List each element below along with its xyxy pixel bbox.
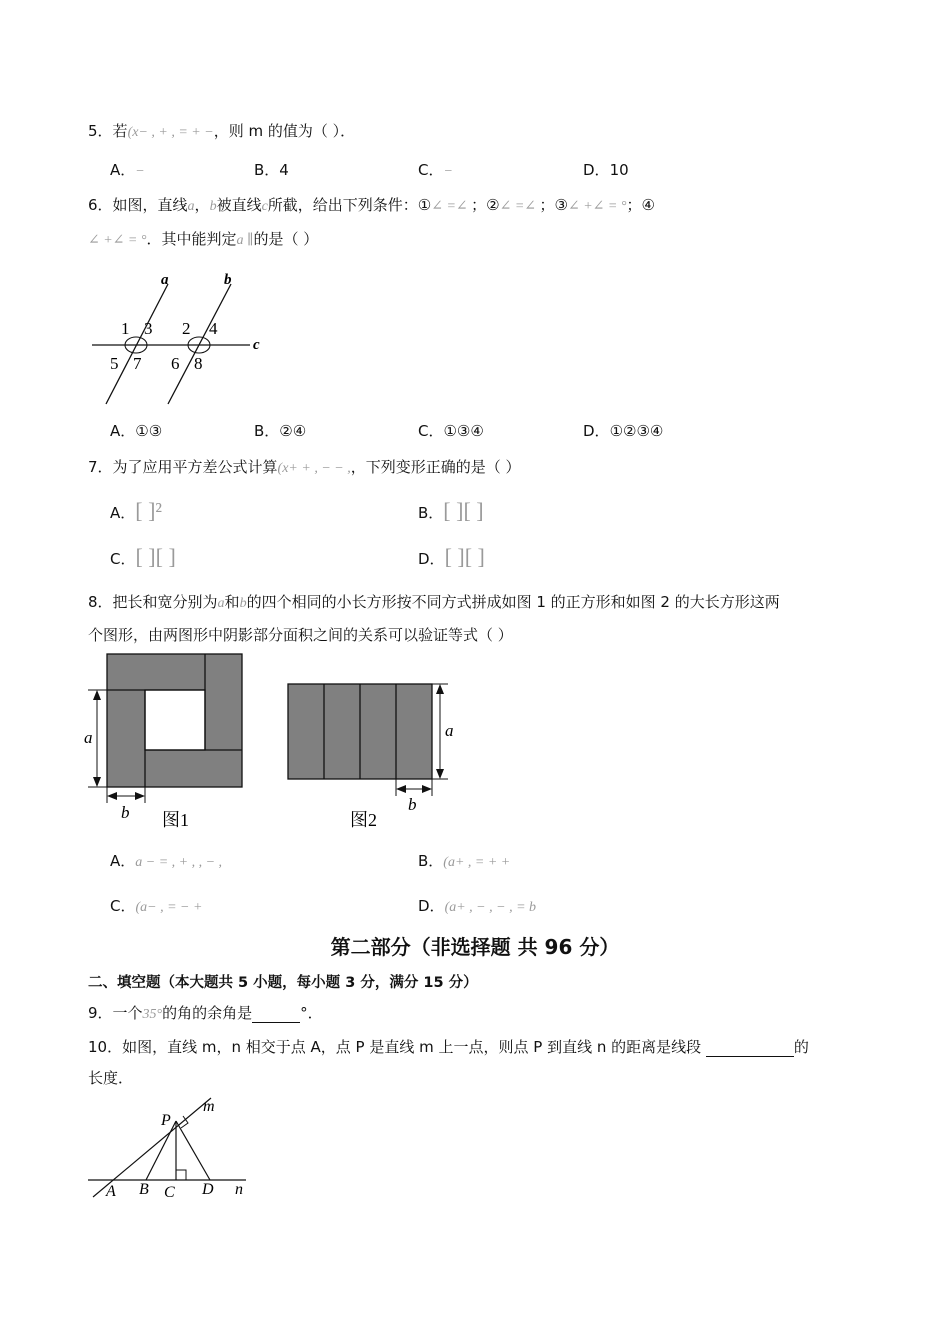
- q7-stem: 7．为了应用平方差公式计算(x+ + , − − ,，下列变形正确的是（ ）: [88, 458, 521, 476]
- q8-option-b[interactable]: B．(a+ , = + +: [418, 852, 511, 870]
- q10-answer-blank[interactable]: [706, 1038, 794, 1057]
- q8-stem-line1: 8．把长和宽分别为a和b的四个相同的小长方形按不同方式拼成如图 1 的正方形和如图 2 的大长方形这两: [88, 593, 780, 611]
- q9-answer-blank[interactable]: [252, 1004, 300, 1023]
- label-a: a: [161, 272, 169, 288]
- q5-stem: [88, 120, 355, 141]
- label-4: 4: [209, 319, 218, 338]
- label-6: 6: [171, 354, 180, 373]
- label-5: 5: [110, 354, 119, 373]
- line-b: [168, 284, 231, 404]
- fig1-caption: 图1: [162, 810, 189, 830]
- q5-option-a[interactable]: A．−: [110, 161, 145, 179]
- label-n: n: [235, 1181, 243, 1198]
- q5-option-b[interactable]: B．4: [254, 161, 289, 179]
- label-P: P: [161, 1112, 171, 1129]
- label-c: c: [253, 337, 260, 353]
- label-3: 3: [144, 319, 153, 338]
- q7-option-c[interactable]: C．[ ][ ]: [110, 544, 176, 569]
- fig2-label-a: a: [445, 721, 454, 740]
- label-1: 1: [121, 319, 130, 338]
- label-7: 7: [133, 354, 142, 373]
- label-m: m: [203, 1098, 215, 1115]
- q7-option-d[interactable]: D．[ ][ ]: [418, 544, 485, 569]
- q5-post: ，则 m 的值为（ ）．: [213, 122, 356, 140]
- q6-option-b[interactable]: B．②④: [254, 422, 307, 440]
- q5-formula: (x− , + , = + −: [127, 125, 214, 140]
- line-a: [106, 284, 168, 404]
- fig1-label-a: a: [84, 728, 93, 747]
- fig1-label-b: b: [121, 803, 130, 822]
- label-b: b: [224, 272, 232, 288]
- q7-option-a[interactable]: A．[ ]²: [110, 498, 163, 523]
- q6-option-c[interactable]: C．①③④: [418, 422, 484, 440]
- segment-PB: [146, 1121, 176, 1180]
- q8-figure-2: [280, 676, 470, 836]
- label-2: 2: [182, 319, 191, 338]
- q8-option-a[interactable]: A．a − = , + , , − ,: [110, 852, 223, 870]
- q6-stem-line2: ∠ +∠ = °．其中能判定a ∥的是（ ）: [88, 230, 319, 248]
- q10-stem-line2: 长度．: [88, 1069, 134, 1087]
- q9-stem: 9．一个35°的角的余角是 °．: [88, 1004, 323, 1022]
- q6-option-d[interactable]: D．①②③④: [583, 422, 664, 440]
- label-C: C: [164, 1184, 175, 1201]
- label-D: D: [202, 1181, 214, 1198]
- label-B: B: [139, 1181, 149, 1198]
- fig2-label-b: b: [408, 795, 417, 814]
- q5-number: 5．: [88, 122, 113, 140]
- section-heading: 二、填空题（本大题共 5 小题，每小题 3 分，满分 15 分）: [88, 975, 478, 991]
- part2-title: 第二部分（非选择题 共 96 分）: [330, 935, 620, 959]
- q6-option-a[interactable]: A．①③: [110, 422, 163, 440]
- q8-option-c[interactable]: C．(a− , = − +: [110, 897, 203, 915]
- q10-figure: [84, 1090, 264, 1202]
- q6-stem-line1: 6．如图，直线a，b被直线c所截，给出下列条件：①∠ =∠ ；②∠ =∠ ；③∠ +∠ = °；④: [88, 196, 655, 214]
- label-8: 8: [194, 354, 203, 373]
- q8-figure-1: [80, 648, 260, 838]
- fig2-caption: 图2: [350, 810, 377, 830]
- q5-option-d[interactable]: D．10: [583, 161, 629, 179]
- q8-stem-line2: 个图形，由两图形中阴影部分面积之间的关系可以验证等式（ ）: [88, 626, 513, 644]
- q8-option-d[interactable]: D．(a+ , − , − , = b: [418, 897, 537, 915]
- q7-option-b[interactable]: B．[ ][ ]: [418, 498, 484, 523]
- q5-pre: 若: [112, 122, 128, 140]
- q10-stem-line1: 10．如图，直线 m，n 相交于点 A，点 P 是直线 m 上一点，则点 P 到直线 n 的距离是线段 的: [88, 1038, 809, 1056]
- segment-PD: [176, 1121, 210, 1180]
- q6-figure: [88, 268, 278, 413]
- label-A: A: [106, 1183, 116, 1200]
- q5-option-c[interactable]: C．−: [418, 161, 453, 179]
